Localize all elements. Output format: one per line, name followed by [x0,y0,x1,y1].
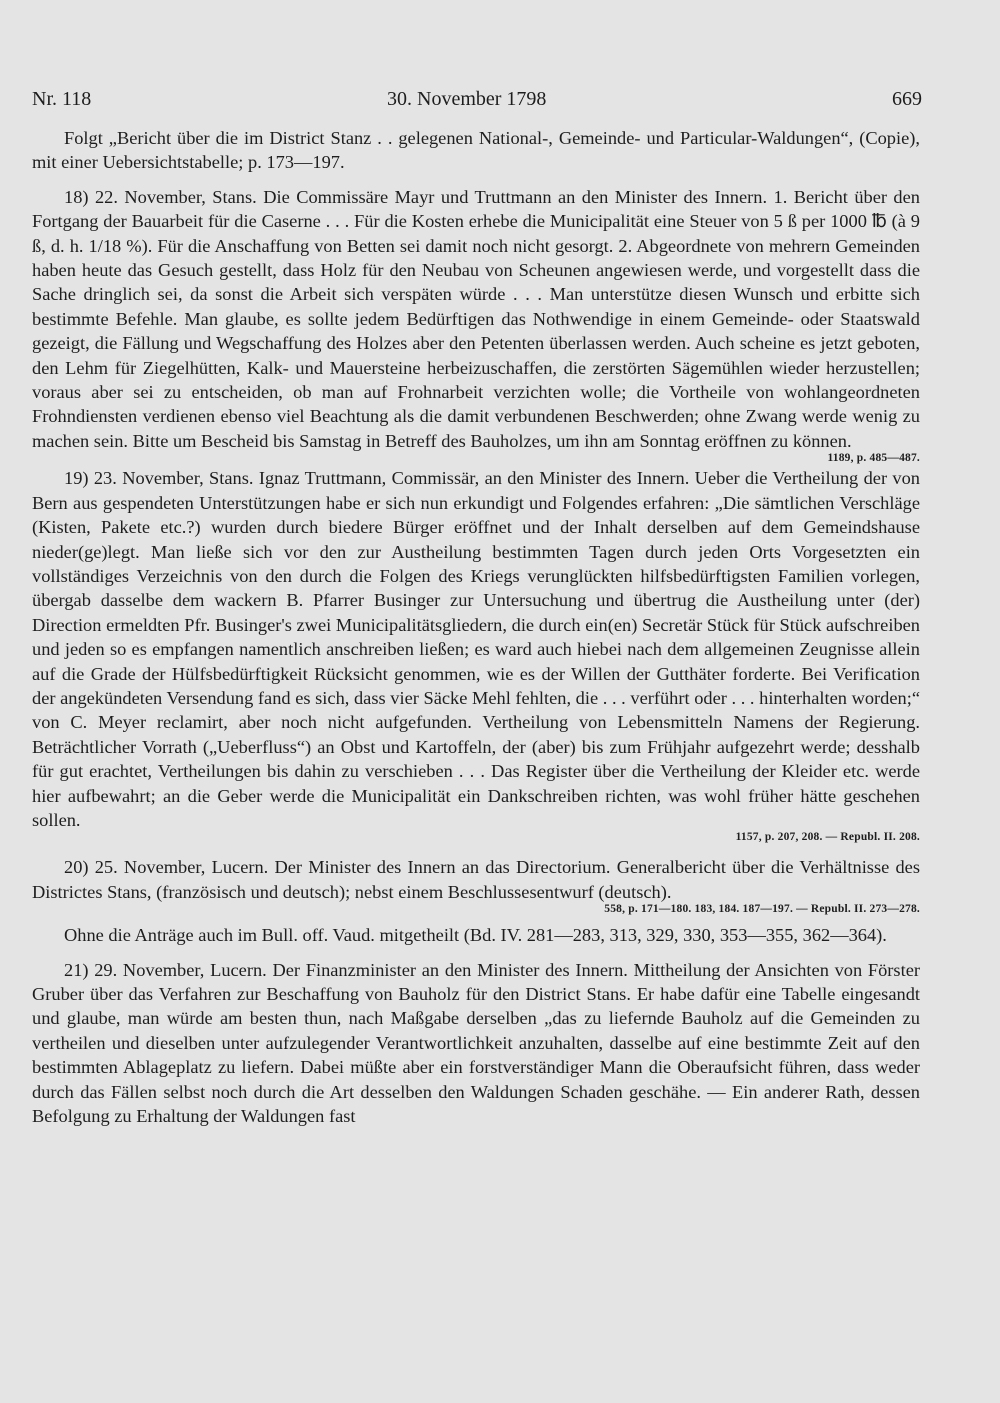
reference-entry-18: 1189, p. 485—487. [827,452,920,465]
page-number: 669 [892,88,922,110]
paragraph-entry-20: 20) 25. November, Lucern. Der Minister des Innern an das Directorium. Generalbericht über die Verhältnisse des Districtes Stans, (französisch und deutsch); nebst einem Beschlussesentwurf (deutsch). [32,857,920,902]
paragraph-entry-18: 18) 22. November, Stans. Die Commissäre Mayr und Truttmann an den Minister des Innern. 1. Bericht über den Fortgang der Bauarbeit für die Caserne . . . Für die Kosten erhebe die Municipalität eine Steuer von 5 ß per 1000 ℔ (à 9 ß, d. h. 1/18 %). Für die Anschaffung von Betten sei damit noch nicht gesorgt. 2. Abgeordnete von mehrern Gemeinden haben heute das Gesuch gestellt, dass Holz für den Neubau von Scheunen angewiesen werde, und vorgestellt dass die Sache dringlich sei, da sonst die Arbeit sich verspäten würde . . . Man unterstütze diesen Wunsch und erbitte sich bestimmte Befehle. Man glaube, es sollte jedem Bedürftigen das Nothwendige in einem Gemeinde- oder Staatswald gezeigt, die Fällung und Wegschaffung des Holzes aber den Petenten überlassen werden. Auch scheine es jetzt geboten, den Lehm für Ziegelhütten, Kalk- und Mauersteine herbeizuschaffen, die zerstörten Sägemühlen wieder herzustellen; voraus aber sei zu entscheiden, ob man auf Frohnarbeit verzichten wolle; die Vortheile von wohlangeordneten Frohndiensten verdienen ebenso viel Beachtung als die damit verbundenen Beschwerden; ohne Zwang werde wenig zu machen sein. Bitte um Bescheid bis Samstag in Betreff des Bauholzes, um ihn am Sonntag eröffnen zu können. [32,186,920,451]
page-date: 30. November 1798 [387,88,547,110]
reference-entry-19: 1157, p. 207, 208. — Republ. II. 208. [735,831,920,844]
paragraph-intro: Folgt „Bericht über die im District Stanz . . gelegenen National-, Gemeinde- und Particular-Waldungen“, (Copie), mit einer Uebersichtstabelle; p. 173—197. [32,128,920,173]
paragraph-entry-21: 21) 29. November, Lucern. Der Finanzminister an den Minister des Innern. Mittheilung der Ansichten von Förster Gruber über das Verfahren zur Beschaffung von Bauholz für den District Stans. Er habe dafür eine Tabelle eingesandt und glaube, man würde am besten thun, nach Maßgabe derselben „das zu liefernde Bauholz auf die Gemeinden zu vertheilen und dieselben unter aufzulegender Verantwortlichkeit anzuhalten, dasselbe auf eine bestimmte Zeit auf den bestimmten Ablageplatz zu liefern. Dabei müßte aber ein forstverständiger Mann die Oberaufsicht führen, dass weder durch das Fällen selbst noch durch die Art desselben den Waldungen Schaden geschähe. — Ein anderer Rath, dessen Befolgung zu Erhaltung der Waldungen fast [32,959,920,1127]
paragraph-entry-19: 19) 23. November, Stans. Ignaz Truttmann, Commissär, an den Minister des Innern. Ueber die Vertheilung der von Bern aus gespendeten Unterstützungen habe er sich nun erkundigt und Folgendes erfahren: „Die sämtlichen Verschläge (Kisten, Pakete etc.?) wurden durch biedere Bürger eröffnet und der Inhalt derselben auf dem Gemeindshause nieder(ge)legt. Man ließe sich vor den zur Austheilung bestimmten Tagen durch jeden Orts Vorgesetzten ein vollständiges Verzeichnis von den durch die Folgen des Kriegs verunglückten hilfsbedürftigsten Familien vorlegen, übergab dasselbe dem wackern B. Pfarrer Businger zur Untersuchung und übertrug die Austheilung unter (der) Direction ermeldten Pfr. Businger's zwei Municipalitätsgliedern, die durch ein(en) Secretär Stück für Stück aufschreiben und jeden so es empfangen namentlich anschreiben ließen; es ward auch hiebei nach dem allgemeinen Zeugnisse allein auf die Grade der Hülfsbedürftigkeit Rücksicht genommen, wie es der Willen der Gutthäter forderte. Bei Verification der angekündeten Versendung fand es sich, dass vier Säcke Mehl fehlten, die . . . verführt oder . . . hinterhalten worden;“ von C. Meyer reclamirt, aber noch nicht aufgefunden. Vertheilung von Lebensmitteln Namens der Regierung. Beträchtlicher Vorrath („Ueberfluss“) an Obst und Kartoffeln, der (aber) bis zum Frühjahr aufgezehrt werde; desshalb für gut erachtet, Vertheilungen bis dahin zu verschieben . . . Das Register über die Vertheilung der Kleider etc. werde hier aufbewahrt; an die Geber werde die Municipalität ein Dankschreiben richten, was wohl früher hätte geschehen sollen. [32,468,920,830]
paragraph-entry-20-note: Ohne die Anträge auch im Bull. off. Vaud. mitgetheilt (Bd. IV. 281—283, 313, 329, 330, 353—355, 362—364). [64,925,887,946]
reference-entry-20: 558, p. 171—180. 183, 184. 187—197. — Republ. II. 273—278. [604,903,920,916]
page-body [32,126,920,1128]
page-header [32,88,922,112]
document-number: Nr. 118 [32,88,92,110]
